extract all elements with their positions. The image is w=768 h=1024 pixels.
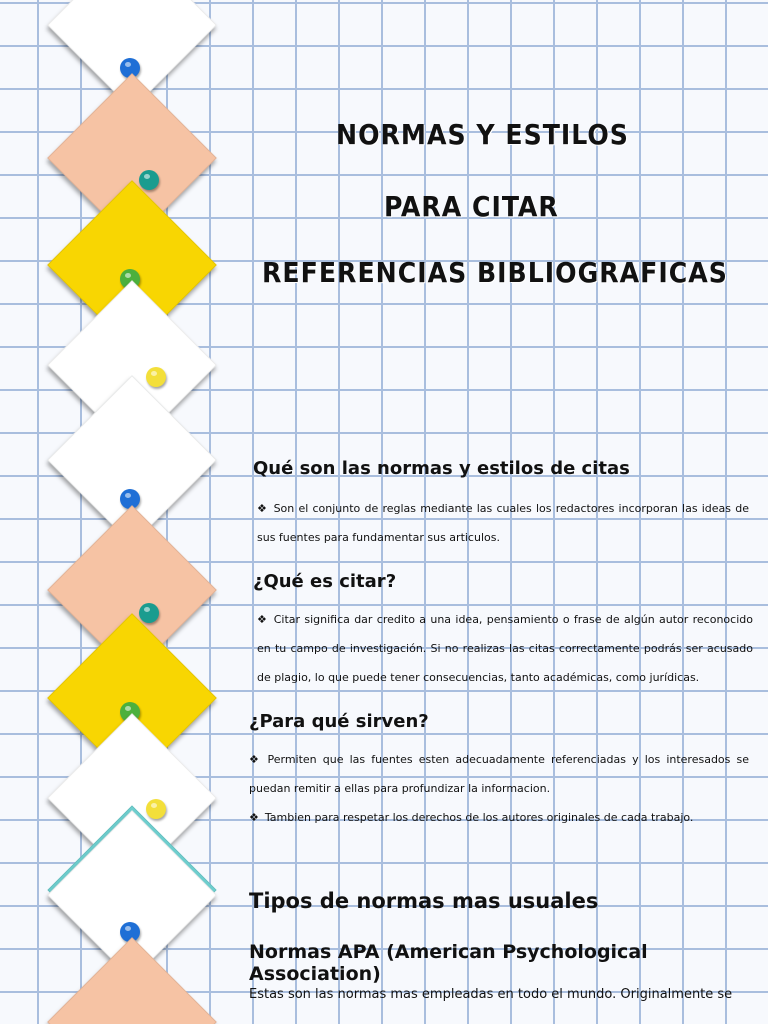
paragraph-text: Citar significa dar credito a una idea, pensamiento o frase de algún autor reconocido en tu campo de investigación. Si no realizas las citas correctamente podrás ser acusado de plagio, lo que puede tener consecuencias, tanto académicas, como jurídicas. (257, 613, 753, 684)
sticky-notes-decoration (0, 0, 225, 1024)
title-line-3: REFERENCIAS BIBLIOGRAFICAS (262, 256, 728, 289)
yellow-pin-icon (146, 799, 166, 819)
teal-pin-icon (139, 603, 159, 623)
paragraph-text: Son el conjunto de reglas mediante las cuales los redactores incorporan las ideas de sus fuentes para fundamentar sus articulos. (257, 502, 749, 544)
apa-heading: Normas APA (American Psychological Association) (249, 941, 648, 985)
bullet-icon: ❖ (249, 753, 262, 766)
bullet-icon: ❖ (257, 502, 268, 515)
section-heading-para-que-sirven: ¿Para qué sirven? (249, 711, 429, 732)
section-paragraph (257, 605, 753, 692)
sticky-note-peach (47, 937, 217, 1024)
section-paragraph (257, 494, 749, 552)
title-line-2: PARA CITAR (384, 190, 559, 223)
section-heading-que-es-citar: ¿Qué es citar? (253, 571, 397, 592)
yellow-pin-icon (146, 367, 166, 387)
bullet-icon: ❖ (257, 613, 268, 626)
types-heading: Tipos de normas mas usuales (249, 889, 599, 913)
paragraph-text: Tambien para respetar los derechos de los autores originales de cada trabajo. (264, 811, 694, 824)
section-paragraph (249, 745, 749, 803)
teal-pin-icon (139, 170, 159, 190)
title-line-1: NORMAS Y ESTILOS (336, 118, 629, 151)
paragraph-text: Permiten que las fuentes esten adecuadamente referenciadas y los interesados se puedan remitir a ellas para profundizar la informacion. (249, 753, 750, 795)
bullet-icon: ❖ (249, 811, 259, 824)
apa-paragraph: Estas son las normas mas empleadas en todo el mundo. Originalmente se (249, 987, 733, 1002)
section-heading-que-son: Qué son las normas y estilos de citas (253, 458, 630, 479)
section-paragraph (249, 803, 749, 832)
